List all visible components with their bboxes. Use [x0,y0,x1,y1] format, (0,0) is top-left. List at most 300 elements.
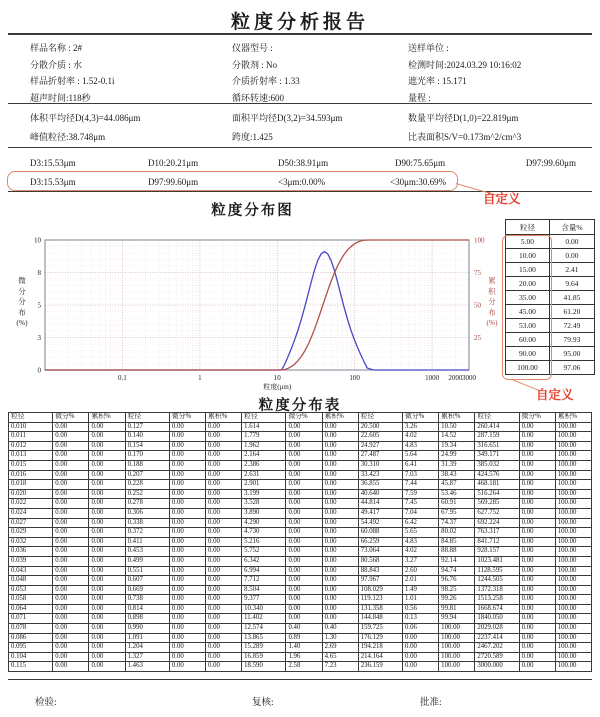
table-cell: 2029.028 [475,624,519,634]
table-cell: 7.23 [322,662,358,672]
table-cell: 108.029 [358,585,402,595]
table-cell: 1.96 [286,652,322,662]
table-cell: 0.00 [519,595,555,605]
info-field: 量程 : [408,92,431,103]
table-cell: 516.264 [475,489,519,499]
table-cell: 0.00 [169,508,205,518]
table-cell: 0.00 [53,556,89,566]
table-cell: 0.00 [403,643,439,653]
table-cell: 72.49 [549,319,594,333]
table-header-cell: 微分% [403,413,439,423]
table-cell: 97.967 [358,576,402,586]
table-header-cell: 累积% [439,413,475,423]
table-cell: 100.00 [439,633,475,643]
table-cell: 0.00 [169,614,205,624]
table-cell: 15.289 [242,643,286,653]
table-header-cell: 微分% [286,413,322,423]
table-cell: 2.386 [242,460,286,470]
table-cell: 2.60 [403,566,439,576]
table-cell: 0.00 [286,451,322,461]
table-cell: 0.00 [53,652,89,662]
table-cell: 4.02 [403,547,439,557]
table-cell: 1023.481 [475,556,519,566]
right-axis-tick: 25 [474,334,481,342]
table-cell: 0.00 [286,432,322,442]
table-cell: 100.00 [555,662,591,672]
x-axis-tick: 100 [349,374,360,382]
table-cell: 100.00 [555,604,591,614]
table-cell: 0.06 [403,624,439,634]
table-cell: 0.00 [286,556,322,566]
table-cell: 0.00 [519,422,555,432]
x-axis-label: 粒度(μm) [263,383,292,391]
table-cell: 424.576 [475,470,519,480]
table-cell: 3.890 [242,508,286,518]
table-cell: 0.029 [9,528,53,538]
table-cell: 44.814 [358,499,402,509]
table-cell: 0.00 [322,518,358,528]
table-cell: 0.00 [169,652,205,662]
table-cell: 0.00 [206,518,242,528]
table-cell: 0.00 [53,624,89,634]
table-cell: 131.358 [358,604,402,614]
table-cell: 100.00 [555,652,591,662]
d-value: D90:75.65μm [395,158,446,168]
table-cell: 8.504 [242,585,286,595]
table-cell: 2720.589 [475,652,519,662]
x-axis-tick: 1 [198,374,202,382]
table-cell: 18.590 [242,662,286,672]
table-cell: 0.00 [53,508,89,518]
d-value: D3:15.53μm [30,158,76,168]
table-cell: 0.00 [322,432,358,442]
table-cell: 0.064 [9,604,53,614]
table-header-cell: 粒径 [358,413,402,423]
d-value: D10:20.21μm [148,158,199,168]
axis-title-char: (%) [486,318,498,327]
table-cell: 0.56 [403,604,439,614]
table-cell: 0.252 [125,489,169,499]
table-cell: 100.00 [555,566,591,576]
table-cell: 0.00 [89,566,125,576]
table-cell: 30.310 [358,460,402,470]
table-cell: 2.69 [322,643,358,653]
table-cell: 0.00 [286,441,322,451]
table-cell: 0.00 [89,633,125,643]
table-cell: 0.00 [519,451,555,461]
table-cell: 0.40 [322,624,358,634]
table-cell: 0.00 [89,470,125,480]
table-cell: 0.00 [206,441,242,451]
table-cell: 0.00 [519,585,555,595]
table-cell: 54.492 [358,518,402,528]
x-axis-tick: 1000 [425,374,440,382]
table-cell: 1372.318 [475,585,519,595]
table-cell: 0.00 [206,643,242,653]
table-cell: 0.00 [206,566,242,576]
x-axis-tick: 0.1 [118,374,127,382]
table-cell: 692.224 [475,518,519,528]
table-cell: 0.00 [519,643,555,653]
table-row [9,441,592,451]
table-cell: 41.85 [549,291,594,305]
table-cell: 0.00 [53,422,89,432]
table-row [9,528,592,538]
table-cell: 468.181 [475,480,519,490]
table-cell: 10.50 [439,422,475,432]
table-cell: 7.712 [242,576,286,586]
table-cell: 60.91 [439,499,475,509]
table-cell: 0.00 [519,556,555,566]
table-cell: 0.00 [322,489,358,499]
info-field: 样品折射率 : 1.52-0.1i [30,76,115,86]
table-cell: 0.00 [206,480,242,490]
table-cell: 0.00 [53,432,89,442]
table-cell: 100.00 [555,518,591,528]
table-cell: 100.00 [555,489,591,499]
table-row [9,633,592,643]
table-header-cell: 累积% [89,413,125,423]
table-cell: 100.00 [555,585,591,595]
table-cell: 0.00 [53,547,89,557]
table-cell: 569.285 [475,499,519,509]
table-cell: 0.00 [549,235,594,249]
dist-table [8,412,592,672]
table-cell: 24.927 [358,441,402,451]
table-cell: 0.00 [286,470,322,480]
table-cell: 0.00 [206,499,242,509]
table-cell: 0.127 [125,422,169,432]
custom-annotation-label: 自定义 [536,388,574,402]
table-cell: 0.00 [169,451,205,461]
table-cell: 7.44 [403,480,439,490]
table-cell: 2.631 [242,470,286,480]
axis-title-char: 分 [488,297,496,306]
table-cell: 100.00 [555,528,591,538]
table-cell: 928.157 [475,547,519,557]
d-value: D97:99.60μm [525,158,576,168]
summary-field: 数量平均径D(1,0)=22.819μm [408,113,519,123]
summary-grid [30,111,592,140]
table-cell: 20.500 [358,422,402,432]
table-cell: 0.00 [519,633,555,643]
table-cell: 1.779 [242,432,286,442]
table-cell: 100.00 [555,480,591,490]
table-cell: 0.00 [169,480,205,490]
table-cell: 0.89 [286,633,322,643]
table-cell: 100.00 [555,537,591,547]
table-cell: 0.499 [125,556,169,566]
table-cell: 0.00 [206,633,242,643]
table-cell: 0.00 [89,652,125,662]
table-cell: 12.574 [242,624,286,634]
info-field: 送样单位 : [408,43,449,53]
table-cell: 4.65 [322,652,358,662]
table-cell: 0.00 [89,547,125,557]
table-cell: 0.018 [9,480,53,490]
table-cell: 0.00 [169,633,205,643]
custom-column-highlight-box [502,235,552,380]
table-cell: 0.00 [286,604,322,614]
table-cell: 0.00 [89,614,125,624]
chart-grid [45,240,469,370]
d-value: D50:38.91μm [278,158,329,168]
summary-field: 体积平均径D(4,3)=44.086μm [30,113,141,123]
table-cell: 0.00 [169,470,205,480]
table-row [9,556,592,566]
table-cell: 0.00 [169,489,205,499]
table-cell: 0.00 [53,451,89,461]
table-cell: 0.00 [286,499,322,509]
table-cell: 2.901 [242,480,286,490]
table-cell: 10.00 [506,249,550,263]
table-cell: 0.00 [519,508,555,518]
table-cell: 33.423 [358,470,402,480]
axis-title-char: 分 [18,286,26,296]
table-row [9,585,592,595]
table-cell: 0.00 [286,537,322,547]
table-cell: 19.34 [439,441,475,451]
table-cell: 40.640 [358,489,402,499]
table-cell: 74.37 [439,518,475,528]
table-cell: 0.00 [286,585,322,595]
table-header-cell: 微分% [53,413,89,423]
table-cell: 0.016 [9,470,53,480]
table-cell: 0.00 [89,432,125,442]
table-cell: 0.086 [9,633,53,643]
table-cell: 0.00 [322,604,358,614]
table-cell: 0.043 [9,566,53,576]
table-cell: 5.752 [242,547,286,557]
table-cell: 99.26 [439,595,475,605]
table-cell: 0.048 [9,576,53,586]
axis-title-char: 微 [18,276,26,285]
table-cell: 0.00 [89,480,125,490]
table-cell: 4.83 [403,441,439,451]
axis-title-char: 分 [18,297,26,306]
right-axis-title [484,276,500,329]
table-row [9,604,592,614]
table-cell: 0.078 [9,624,53,634]
table-cell: 0.00 [169,585,205,595]
table-header-cell: 累积% [322,413,358,423]
table-cell: 0.036 [9,547,53,557]
table-cell: 0.00 [403,633,439,643]
left-axis-tick: 0 [37,366,41,375]
table-cell: 60.00 [506,333,550,347]
custom-row-highlight-box [7,171,458,191]
table-cell: 1.091 [125,633,169,643]
table-cell: 1.962 [242,441,286,451]
table-cell: 0.00 [519,489,555,499]
table-row [9,624,592,634]
custom-d-value: D97:99.60μm [148,177,199,187]
table-row [9,499,592,509]
info-field: 遮光率 : 15.171 [408,76,467,86]
table-cell: 0.207 [125,470,169,480]
table-cell: 0.814 [125,604,169,614]
right-axis-tick: 100 [474,236,485,245]
table-cell: 5.00 [506,235,550,249]
table-cell: 841.712 [475,537,519,547]
table-cell: 0.00 [53,576,89,586]
table-cell: 100.00 [555,422,591,432]
left-axis-tick: 8 [37,269,41,277]
table-cell: 9.64 [549,277,594,291]
left-axis-tick: 5 [37,301,41,310]
table-cell: 7.04 [403,508,439,518]
table-cell: 0.00 [322,537,358,547]
axis-title-char: 布 [488,307,496,317]
table-cell: 0.453 [125,547,169,557]
table-cell: 0.00 [206,604,242,614]
table-cell: 0.00 [286,614,322,624]
table-row [9,652,592,662]
table-row [9,422,592,432]
table-row [9,576,592,586]
table-cell: 316.651 [475,441,519,451]
table-cell: 1.30 [322,633,358,643]
table-cell: 53.00 [506,319,550,333]
table-cell: 0.00 [206,489,242,499]
table-header-cell: 粒径 [506,220,550,235]
table-cell: 0.00 [169,422,205,432]
table-cell: 67.95 [439,508,475,518]
table-row [9,614,592,624]
divider [8,147,592,148]
table-cell: 0.00 [519,566,555,576]
table-cell: 4.290 [242,518,286,528]
table-cell: 3.199 [242,489,286,499]
table-cell: 90.00 [506,347,550,361]
axis-title-char: 累 [488,276,496,285]
custom-annotation-label: 自定义 [483,192,521,206]
table-cell: 0.140 [125,432,169,442]
table-cell: 35.00 [506,291,550,305]
table-cell: 0.00 [286,566,322,576]
table-cell: 0.010 [9,422,53,432]
table-cell: 0.00 [89,537,125,547]
table-cell: 3.26 [403,422,439,432]
table-cell: 4.83 [403,537,439,547]
table-cell: 0.00 [519,537,555,547]
table-cell: 11.402 [242,614,286,624]
table-cell: 6.342 [242,556,286,566]
table-cell: 2467.202 [475,643,519,653]
table-cell: 1.01 [403,595,439,605]
info-field: 仪器型号 : [232,43,273,53]
review-label: 复核: [252,698,274,708]
table-cell: 5.216 [242,537,286,547]
table-cell: 0.00 [89,451,125,461]
summary-field: 比表面积S/V=0.173m^2/cm^3 [408,131,522,142]
table-cell: 0.00 [286,576,322,586]
table-cell: 627.752 [475,508,519,518]
table-cell: 0.00 [322,480,358,490]
table-cell: 0.00 [53,585,89,595]
table-cell: 0.00 [169,547,205,557]
table-cell: 0.00 [206,576,242,586]
table-cell: 0.00 [519,662,555,672]
table-cell: 100.00 [555,624,591,634]
table-cell: 0.00 [322,451,358,461]
divider [8,103,592,104]
table-cell: 0.039 [9,556,53,566]
table-cell: 0.095 [9,643,53,653]
axis-title-char: 布 [18,307,26,317]
summary-field: 面积平均径D(3,2)=34.593μm [232,113,343,123]
table-cell: 0.00 [89,624,125,634]
table-cell: 0.00 [89,499,125,509]
table-cell: 0.00 [169,595,205,605]
table-cell: 0.00 [53,441,89,451]
table-cell: 0.00 [89,460,125,470]
table-cell: 100.00 [555,499,591,509]
chart-title: 粒度分布图 [211,203,294,219]
table-cell: 0.00 [206,547,242,557]
table-cell: 2.58 [286,662,322,672]
table-cell: 0.170 [125,451,169,461]
table-cell: 100.00 [439,624,475,634]
table-cell: 88.88 [439,547,475,557]
table-cell: 0.00 [53,460,89,470]
table-cell: 38.43 [439,470,475,480]
table-cell: 94.74 [439,566,475,576]
table-row [9,460,592,470]
table-cell: 0.00 [53,528,89,538]
table-cell: 0.00 [519,652,555,662]
table-cell: 0.012 [9,441,53,451]
table-cell: 0.00 [206,595,242,605]
table-cell: 0.00 [322,508,358,518]
right-axis-tick: 50 [474,301,481,310]
table-header-cell: 累积% [206,413,242,423]
x-axis-tick: 2000 [448,374,463,382]
summary-field: 跨度:1.425 [232,131,273,142]
table-cell: 4.02 [403,432,439,442]
table-cell: 0.00 [169,518,205,528]
table-cell: 0.00 [53,595,89,605]
table-cell: 97.06 [549,361,594,375]
table-row [9,432,592,442]
table-cell: 0.00 [169,604,205,614]
table-cell: 0.278 [125,499,169,509]
table-cell: 0.00 [519,470,555,480]
table-cell: 1840.050 [475,614,519,624]
table-cell: 0.00 [53,489,89,499]
distribution-table [8,412,592,672]
table-cell: 100.00 [555,460,591,470]
table-cell: 0.00 [206,652,242,662]
divider [8,679,592,680]
table-cell: 0.00 [322,614,358,624]
table-cell: 236.159 [358,662,402,672]
table-cell: 7.45 [403,499,439,509]
table-cell: 15.00 [506,263,550,277]
table-cell: 0.00 [322,595,358,605]
table-header-row [9,413,592,423]
left-axis-tick: 3 [37,334,41,342]
approval-label: 批准: [420,698,442,708]
table-cell: 0.411 [125,537,169,547]
table-cell: 49.417 [358,508,402,518]
table-cell: 0.00 [53,499,89,509]
table-cell: 194.218 [358,643,402,653]
table-cell: 0.015 [9,460,53,470]
table-cell: 763.317 [475,528,519,538]
left-axis-title [14,276,30,329]
table-cell: 1.49 [403,585,439,595]
